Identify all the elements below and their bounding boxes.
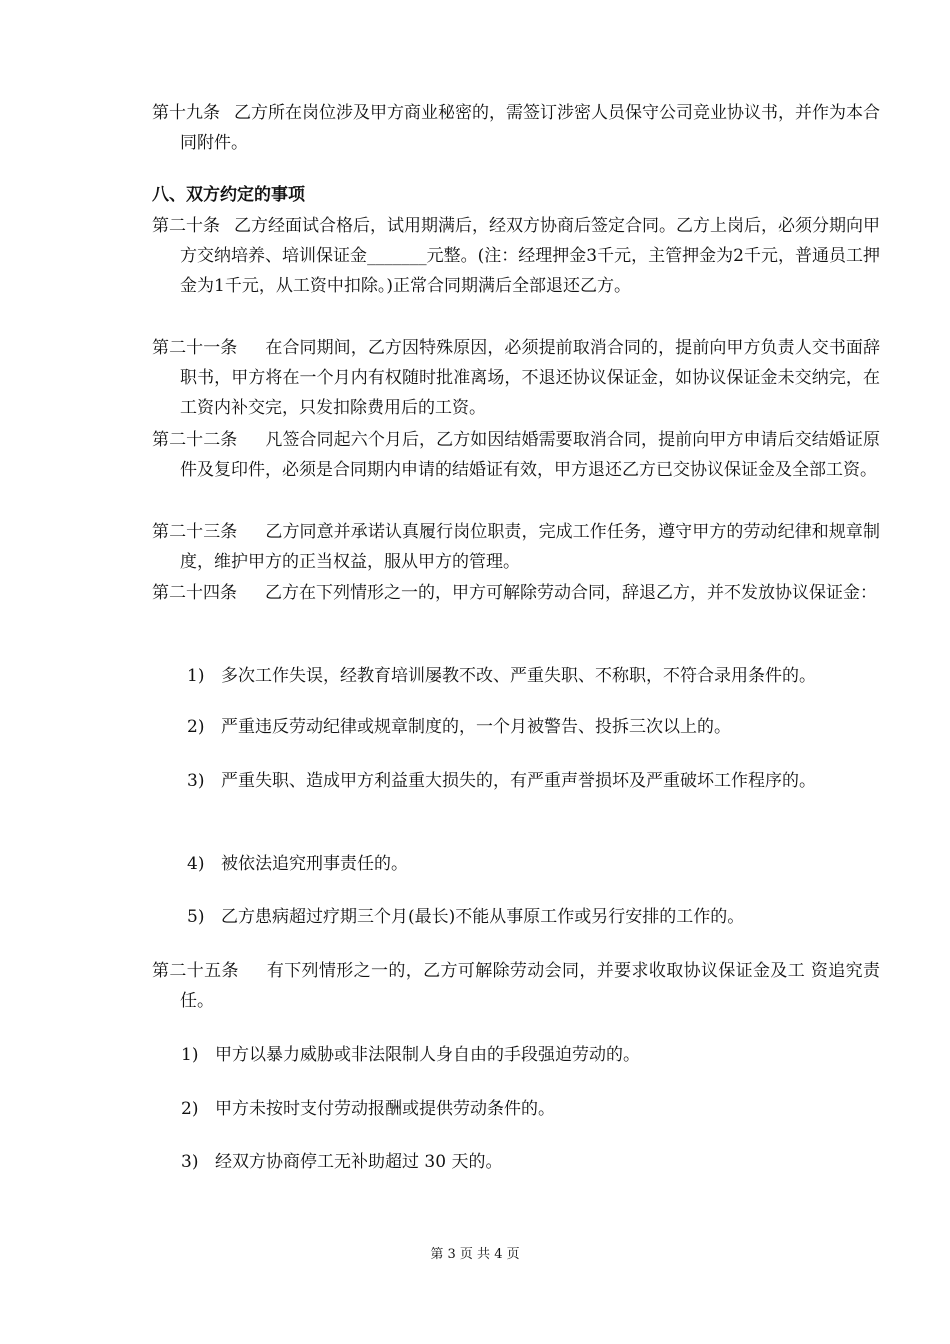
article-text: 乙方同意并承诺认真履行岗位职责，完成工作任务，遵守甲方的劳动纪律和规章制度，维护甲方的正当权益，服从甲方的管理。 — [180, 522, 880, 572]
article-23 — [152, 517, 880, 577]
list-item-number: 2) — [187, 717, 205, 737]
list-item — [187, 849, 886, 879]
article-19 — [152, 98, 880, 158]
list-item-number: 5) — [187, 907, 205, 927]
list-item-text: 严重违反劳动纪律或规章制度的，一个月被警告、投拆三次以上的。 — [221, 717, 731, 737]
article-21 — [152, 333, 880, 423]
list-item-text: 严重失职、造成甲方利益重大损失的，有严重声誉损坏及严重破坏工作程序的。 — [221, 771, 816, 791]
list-item-text: 甲方以暴力威胁或非法限制人身自由的手段强迫劳动的。 — [215, 1045, 640, 1065]
list-item-number: 3) — [181, 1152, 199, 1172]
list-item-number: 1) — [181, 1045, 199, 1065]
list-item — [181, 1040, 885, 1070]
list-item-text: 多次工作失误，经教育培训屡教不改、严重失职、不称职，不符合录用条件的。 — [221, 666, 816, 686]
article-label: 第二十一条 — [152, 338, 238, 358]
article-text: 有下列情形之一的，乙方可解除劳动会同，并要求收取协议保证金及工 资追究责任。 — [180, 961, 880, 1011]
article-20 — [152, 211, 880, 301]
list-item — [187, 766, 886, 796]
list-item-number: 2) — [181, 1099, 199, 1119]
list-item — [187, 902, 886, 932]
list-item-text: 乙方患病超过疗期三个月(最长)不能从事原工作或另行安排的工作的。 — [221, 907, 745, 927]
list-item-number: 4) — [187, 854, 205, 874]
list-item-text: 经双方协商停工无补助超过 30 天的。 — [215, 1152, 503, 1172]
list-item-number: 1) — [187, 666, 205, 686]
article-label: 第十九条 — [152, 103, 220, 123]
section-heading: 八、双方约定的事项 — [152, 185, 305, 205]
page-footer: 第 3 页 共 4 页 — [430, 1247, 520, 1262]
list-item-text: 被依法追究刑事责任的。 — [221, 854, 408, 874]
list-item — [181, 1094, 885, 1124]
article-label: 第二十二条 — [152, 430, 238, 450]
article-25 — [152, 956, 880, 1016]
list-item-number: 3) — [187, 771, 205, 791]
article-text: 乙方所在岗位涉及甲方商业秘密的，需签订涉密人员保守公司竞业协议书，并作为本合同附件。 — [180, 103, 880, 153]
article-label: 第二十四条 — [152, 583, 237, 603]
article-label: 第二十条 — [152, 216, 220, 236]
article-24 — [152, 578, 880, 608]
article-text: 凡签合同起六个月后，乙方如因结婚需要取消合同，提前向甲方申请后交结婚证原件及复印件，必须是合同期内申请的结婚证有效，甲方退还乙方已交协议保证金及全部工资。 — [180, 430, 880, 480]
article-label: 第二十五条 — [152, 961, 239, 981]
list-item-text: 甲方未按时支付劳动报酬或提供劳动条件的。 — [215, 1099, 555, 1119]
article-22 — [152, 425, 880, 485]
list-item — [187, 661, 886, 691]
article-text: 乙方在下列情形之一的，甲方可解除劳动合同，辞退乙方，并不发放协议保证金： — [265, 583, 877, 603]
article-text: 乙方经面试合格后，试用期满后，经双方协商后签定合同。乙方上岗后，必须分期向甲方交纳培养、培训保证金_______元整。(注：经理押金3千元，主管押金为2千元，普通员工押金为1千元，从工资中扣除。)正常合同期满后全部退还乙方。 — [180, 216, 880, 296]
article-label: 第二十三条 — [152, 522, 238, 542]
list-item — [181, 1147, 885, 1177]
article-text: 在合同期间，乙方因特殊原因，必须提前取消合同的，提前向甲方负责人交书面辞职书，甲方将在一个月内有权随时批准离场，不退还协议保证金，如协议保证金未交纳完，在工资内补交完，只发扣除费用后的工资。 — [180, 338, 880, 418]
list-item — [187, 712, 886, 742]
